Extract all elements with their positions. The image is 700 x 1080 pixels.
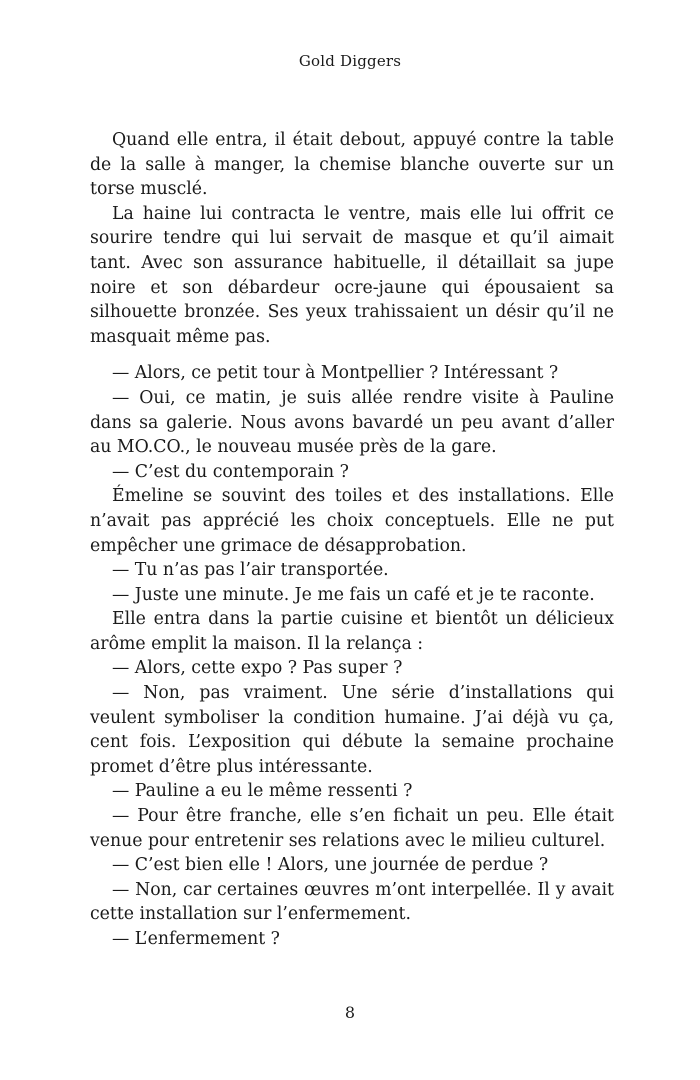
paragraph: La haine lui contracta le ventre, mais elle lui offrit ce sourire tendre qui lui servait de masque et qu’il aimait tant. Avec son assurance habituelle, il détaillait sa jupe noire et son débardeur ocre-jaune qui épousaient sa silhouette bronzée. Ses yeux trahissaient un désir qu’il ne masquait même pas. [90,203,614,347]
dialogue-line: — Non, pas vraiment. Une série d’installations qui veulent symboliser la condition humaine. J’ai déjà vu ça, cent fois. L’exposition qui débute la semaine prochaine promet d’être plus intéressante. [90,683,614,777]
dialogue-line: — Pour être franche, elle s’en fichait un peu. Elle était venue pour entretenir ses relations avec le milieu culturel. [90,806,614,851]
running-head-title: Gold Diggers [298,52,402,70]
dialogue-line: — Juste une minute. Je me fais un café et je te raconte. [112,584,595,605]
dialogue-line: — Alors, cette expo ? Pas super ? [112,658,403,679]
paragraph: Elle entra dans la partie cuisine et bientôt un délicieux arôme emplit la maison. Il la relança : [90,609,614,654]
dialogue-line: — L’enfermement ? [112,929,280,949]
dialogue-line: — Oui, ce matin, je suis allée rendre visite à Pauline dans sa galerie. Nous avons bavardé un peu avant d’aller au MO.CO., le nouveau musée près de la gare. [90,387,614,458]
paragraph: Quand elle entra, il était debout, appuyé contre la table de la salle à manger, la chemise blanche ouverte sur un torse musclé. [90,130,614,200]
paragraph: Émeline se souvint des toiles et des installations. Elle n’avait pas apprécié les choix conceptuels. Elle ne put empêcher une grimace de désapprobation. [90,486,614,556]
dialogue-line: — C’est bien elle ! Alors, une journée de perdue ? [112,855,549,876]
dialogue-line: — C’est du contemporain ? [112,461,349,482]
dialogue-line: — Tu n’as pas l’air transportée. [112,560,389,581]
dialogue-line: — Non, car certaines œuvres m’ont interpellée. Il y avait cette installation sur l’enfermement. [90,879,614,925]
body-text [90,128,614,952]
page-number: 8 [344,1003,356,1022]
dialogue-line: — Alors, ce petit tour à Montpellier ? Intéressant ? [112,363,559,384]
dialogue-line: — Pauline a eu le même ressenti ? [112,781,413,802]
